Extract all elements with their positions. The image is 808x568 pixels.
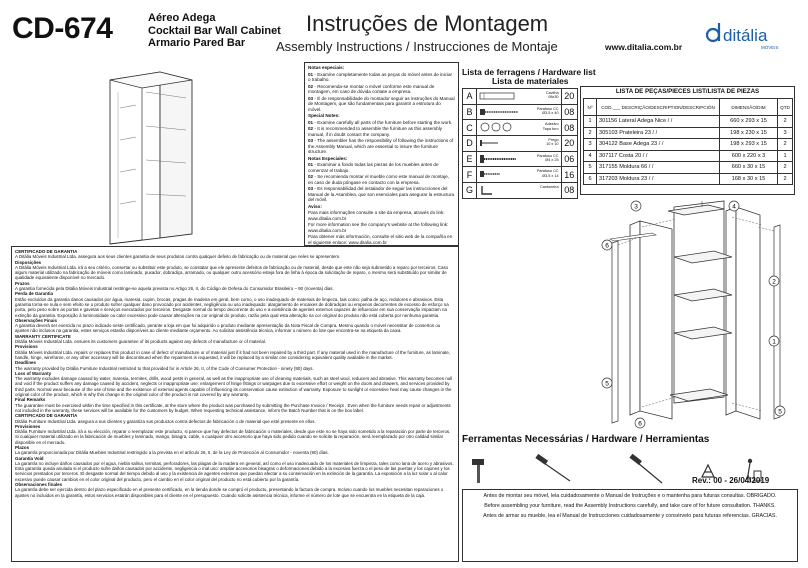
note-heading: 03 xyxy=(308,186,314,191)
callout-1: 1 xyxy=(772,338,776,346)
note-heading: 03 xyxy=(308,95,314,101)
hardware-quantity: 06 xyxy=(561,151,577,167)
hardware-description: Prego 10 x 10 xyxy=(546,138,559,147)
hardware-table xyxy=(462,88,578,199)
piece-description: 301156 Lateral Adega Nice / / xyxy=(597,116,720,128)
callout-2: 2 xyxy=(772,278,776,286)
note-paragraph xyxy=(308,113,455,119)
advice-pt: Antes de montar seu móvel, leia cuidadosamente o Manual de Instruções e o mantenha para futuras consultas. OBRIGADO. xyxy=(483,493,777,499)
note-text: - Recomenda-se montar o móvel conforme este manual de montagem, em caso de dúvida contate a empresa. xyxy=(308,83,435,94)
website-link[interactable]: www.ditalia.com.br xyxy=(605,42,683,52)
warranty-heading: Loss of Warranty xyxy=(15,370,52,376)
note-heading: 02 xyxy=(308,174,314,179)
piece-quantity: 1 xyxy=(778,150,793,162)
piece-number: 1 xyxy=(584,116,597,128)
note-text: - Es responsabilidad del instalador de seguir las instrucciones del Manual de la Asamblea, que son esenciales para asegurar la estructura del móvil. xyxy=(308,186,455,202)
hardware-row xyxy=(463,183,578,199)
note-text: - Examine completamente todas as peças do móvel antes de iniciar o trabalho. xyxy=(308,71,453,82)
hardware-letter: A xyxy=(463,89,477,105)
hardware-part-c-icon xyxy=(478,121,522,133)
note-heading: Aviso: xyxy=(308,203,322,209)
hardware-part-b-icon xyxy=(478,106,522,118)
page-title: Instruções de Montagem xyxy=(306,11,549,36)
piece-row xyxy=(584,150,793,162)
hardware-quantity: 08 xyxy=(561,183,577,199)
warranty-heading: Provisiones xyxy=(15,423,41,429)
warranty-text: The warranty provided by Ditália Furniture Industrial restricted to that provided for in Article 26, II, of the Code of Consumer Protection - ninety (90) days. xyxy=(15,365,314,371)
note-heading: 02 xyxy=(308,83,314,89)
model-number: CD-674 xyxy=(12,12,113,45)
product-name-es: Armario Pared Bar xyxy=(148,37,246,49)
hardware-letter: E xyxy=(463,151,477,167)
warranty-heading: CERTIFICADO DE GARANTÍA xyxy=(15,413,78,419)
hardware-picture-cell xyxy=(477,120,561,136)
advice-es: Antes de armar su mueble, lea el Manual de Instrucciones cuidadosamente y consérvelo para futuras referencias. GRACIAS. xyxy=(483,513,777,520)
note-text: For more information see the company's website at the following link: www.ditalia.com.br xyxy=(308,222,449,233)
warranty-text: A Ditália Móveis Industrial Ltda. assegura aos seus clientes garantia de seus produtos contra qualquer defeito de fabricação ou de material que neles se apresentem. xyxy=(15,254,341,260)
piece-number: 4 xyxy=(584,150,597,162)
piece-row xyxy=(584,116,793,128)
hardware-row xyxy=(463,89,578,105)
read-instructions-advice xyxy=(462,489,798,562)
note-text: - The assembler has the responsibility of following the instructions of the Assembly Manual, which are essential to insure the furniture structure. xyxy=(308,138,454,154)
pieces-header-quantity: QTD xyxy=(778,99,793,116)
hardware-list-heading: Lista de ferragens / Hardware list xyxy=(462,67,596,77)
special-notes-box xyxy=(304,62,459,246)
warranty-text: A Ditália Móveis Industrial Ltda. irá a seu critério, consertar ou substituir este produto, se constatar que ele apresente defeitos de fabricação ou de material, desde que este não seja submetido a reparo por terceiros. Caso algum material utilizado na fabricação de móveis como laminado, puxador, dobradiça, arramado, ou qualquer outro acessório esteja fora de linha à época da solicitação de reparo, o mesmo será substituído por similar de qualidade equivalente disponível no mercado. xyxy=(15,264,449,281)
hardware-picture-cell xyxy=(477,167,561,183)
product-name-pt: Aéreo Adega xyxy=(148,12,216,24)
hardware-list-title xyxy=(462,68,596,86)
note-heading: 01 xyxy=(308,162,314,167)
warranty-text: A garantia fornecida pela Ditália Móveis Industrial restringe-se aquela prevista no Artigo 26, II, do Código de Defesa do Consumidor Brasileiro – 90 (noventa) dias. xyxy=(15,286,334,292)
hardware-letter: F xyxy=(463,167,477,183)
hardware-quantity: 08 xyxy=(561,120,577,136)
warranty-heading: Final Remarks xyxy=(15,397,46,403)
hardware-picture-cell xyxy=(477,151,561,167)
warranty-text: Ditália Furniture Industrial Ltda. irá a su elección, reparar o reemplazar este producto, si parece que hay defectos de fabricación o materiales, desde que este no se haya sido sometido a la reparación por parte de terceros. Si cualquier material utilizado en la fabricación de muebles y laminado, mango, bisagra, cable, o cualquier otro accesorio que haya sido pedido cuando se solicite la reparación, será reemplazado por otro calidad similar disponible en el mercado. xyxy=(15,429,451,445)
pieces-table xyxy=(583,98,793,185)
hardware-quantity: 08 xyxy=(561,104,577,120)
phillips-screwdriver-icon xyxy=(535,454,570,481)
warranty-certificate-box xyxy=(11,246,459,562)
hardware-letter: B xyxy=(463,104,477,120)
warranty-text: The guarantee must be exercised within the time specified in this certificate, at the store where the product was purchased by submitting the Purchase Invoice / Receipt . Even when the furniture needs repair or adjustments not included in the warranty, these services will be available for the customers by budget. When requesting technical assistance, inform the Batch Number that is on the box label. xyxy=(15,402,451,413)
piece-dimension: 198 x 230 x 15 xyxy=(720,127,778,139)
pieces-header-dimension: DIMENSÃO/DIM xyxy=(720,99,778,116)
warranty-heading: Prazos xyxy=(15,280,30,286)
note-paragraph xyxy=(308,126,455,137)
warranty-heading: Perda de Garantia xyxy=(15,291,53,297)
hardware-description: Parafuso CC Ø3,5 x 40 xyxy=(536,106,559,115)
hardware-picture-cell xyxy=(477,89,561,105)
piece-description: 317155 Moldura 66 / / xyxy=(597,162,720,174)
piece-dimension: 660 x 293 x 15 xyxy=(720,116,778,128)
note-text: - Se recomienda montar el mueble como este manual de montaje, en caso de duda póngase en contacto con la empresa. xyxy=(308,174,449,185)
hardware-row xyxy=(463,151,578,167)
note-paragraph xyxy=(308,210,455,221)
warranty-text: The warranty excludes damage caused by water, maresia, termites, drills, wood pests in general, as well as the inappropriate use of cleaning materials, such as steel wool, reducers and abrasive. This warranty becomes null and void if the product suffers any damage caused by accident, neglects or inappropriate use: enlargement of hinge fittings or warpages due to excessive effort or weight on the doors and drawers, and services provided by third parts. Normal wear because of the use of time and the existence of external agents capable of influencing its conservation cause extinction of warranty. Exposure to sunlight or excessive heat may cause changes in the original color of the product, which is why this change in the original color of the product is not covered by any warranty. xyxy=(15,376,453,398)
logo-icon xyxy=(705,13,793,55)
note-paragraph xyxy=(308,222,455,233)
warranty-heading: Garantía Void xyxy=(15,455,44,461)
hardware-picture-cell xyxy=(477,104,561,120)
note-paragraph xyxy=(308,65,455,71)
note-heading: 02 xyxy=(308,126,314,131)
logo-subtext: MÓVEIS xyxy=(761,45,779,50)
piece-row xyxy=(584,139,793,151)
piece-quantity: 2 xyxy=(778,116,793,128)
note-text: - Examinar a fondo todas las piezas de los muebles antes de comenzar el trabajo. xyxy=(308,162,439,173)
piece-dimension: 600 x 220 x 3 xyxy=(720,150,778,162)
logo-text: ditália xyxy=(723,26,768,45)
piece-description: 317203 Moldura 23 / / xyxy=(597,173,720,185)
hardware-description: Cavilha 08x30 xyxy=(545,91,559,100)
note-text: - É de responsabilidade do montador seguir as instruções do Manual de Montagem, que são fundamentais para garantir a estrutura do móvel. xyxy=(308,95,455,112)
hardware-row xyxy=(463,120,578,136)
piece-number: 3 xyxy=(584,139,597,151)
note-text: Para mais informações consulte o site da empresa, através do link: www.ditalia.com.br xyxy=(308,210,445,221)
note-heading: Notas Especiales: xyxy=(308,155,348,161)
warranty-text: Ditália Furniture Industrial Ltda. asegura a sus clientes y garantiza sus productos contra defectos de fabricación o de material que esté presente en ellos. xyxy=(15,418,316,424)
tools-title: Ferramentas Necessárias / Hardware / Herramientas xyxy=(462,434,710,445)
callout-3-top: 3 xyxy=(634,203,638,211)
hardware-row xyxy=(463,104,578,120)
warranty-heading: CERTIFICADO DE GARANTIA xyxy=(15,249,78,254)
hardware-letter: C xyxy=(463,120,477,136)
revision-label: Rev.: 00 - 26/04/2019 xyxy=(692,476,770,485)
exploded-assembly-drawing xyxy=(462,197,798,435)
hardware-picture-cell xyxy=(477,136,561,152)
cabinet-front-drawing xyxy=(100,68,210,248)
callout-6-bottom: 6 xyxy=(638,420,642,428)
callout-5-left: 5 xyxy=(605,380,609,388)
note-heading: 01 xyxy=(308,119,314,125)
hammer-icon xyxy=(472,459,484,483)
warranty-text: A garantia deverá ser exercida no prazo indicado neste certificado, perante a loja em que foi adquirido o produto mediante apresentação da Nota Fiscal de Compra. Mesmo quando o móvel necessitar de consertos ou ajustes não inclusos na garantia, estes serviços estarão disponíveis ao cliente mediante orçamento. Ao solicitar assistência técnica, informar o número do lote que encontra-se na etiqueta da caixa. xyxy=(15,323,441,334)
piece-description: 305103 Prateleira 23 / / xyxy=(597,127,720,139)
warranty-text: La garantía debe ser ejercida dentro del plazo especificado en el presente certificado, en la tienda donde se compró el producto, presentando la factura de compra. Incluso cuando los muebles necesitan reparaciones o ajustes no incluidos en la garantía, estos servicios estarán disponibles para el cliente en el presupuesto. Cuando solicite asistencia técnica, informe el número de lote que se encuentra en la etiqueta de la caja. xyxy=(15,487,444,498)
piece-quantity: 2 xyxy=(778,139,793,151)
hardware-picture-cell xyxy=(477,183,561,199)
piece-number: 2 xyxy=(584,127,597,139)
hardware-quantity: 20 xyxy=(561,89,577,105)
note-paragraph xyxy=(308,72,455,83)
hardware-quantity: 16 xyxy=(561,167,577,183)
piece-dimension: 660 x 30 x 15 xyxy=(720,162,778,174)
piece-row xyxy=(584,127,793,139)
warranty-text: Ditália Móveis Industrial Ltda. ensures its customers guarantee of its products against any defects of manufacture or of material. xyxy=(15,339,267,345)
note-text: - Examine carefully all parts of the furniture before starting the work. xyxy=(313,119,453,125)
warranty-heading: Provisions xyxy=(15,344,38,350)
piece-description: 307117 Costa 20 / / xyxy=(597,150,720,162)
piece-description: 304122 Base Adega 23 / / xyxy=(597,139,720,151)
piece-dimension: 198 x 293 x 15 xyxy=(720,139,778,151)
hardware-part-g-icon xyxy=(478,184,522,196)
hardware-row xyxy=(463,167,578,183)
note-heading: 01 xyxy=(308,71,314,77)
note-text: Para obtener más información, consulte el sitio web de la compañía en el siguiente enlace: www.ditalia.com.br xyxy=(308,234,453,245)
warranty-heading: Disposições xyxy=(15,259,42,265)
warranty-text: La garantía no incluye daños causados por el agua, niebla salina, termitas, perforadores, las plagas de la madera en general, así como el uso inadecuado de los materiales de limpieza, tales como lana de acero y abrasivos. Esta garantía queda anulada si el producto sufre daños causados por accidente, negligencia o mal uso: ampliar accesorios bisagras o deformaciones debido a la excesiva fuerza o el peso de las puertas y los cajones y los servicios prestados por terceros. El desgaste normal del tiempo debido al uso y la existencia de agentes externos que puedan afectar a su conservación en la extinción de la garantía. La exposición a la luz solar o al calor excesivo puede causar cambios en el color original del producto, pero el cambio en el color original del producto no está cubierto por la garantía. xyxy=(15,460,454,482)
hardware-part-f-icon xyxy=(478,168,522,180)
piece-number: 6 xyxy=(584,173,597,185)
callout-5-right: 5 xyxy=(778,408,782,416)
warranty-text: Estão excluídos da garantia danos causados por água, maresia, cupim, brocas, pragas de madeira em geral, bem como, o uso inadequado de materiais de limpeza, tais como: palha de aço, redutores e abrasivos. Esta garantia torna-se nula e sem efeito se o produto sofrer qualquer dano provocado por acidentes, negligência ou uso inadequado: alargamento de encaixes de dobradiças ou empenos decorrentes de excesso de esforço na porta, pelo peso sobre as portas e gavetas e serviços executados por terceiros. Desgaste normal do tempo decorrente do uso e a existência de agentes externos capazes de influenciar em sua conservação impactam na extinção da garantia. Exposição à luminosidade ou calor excessivo pode causar alterações na cor original do produto, razão pela qual esta alteração na cor original do produto não está coberta por nenhuma garantia. xyxy=(15,296,449,318)
piece-number: 5 xyxy=(584,162,597,174)
hardware-list-subheading: Lista de materiales xyxy=(492,76,569,86)
brand-logo xyxy=(705,13,793,55)
note-paragraph xyxy=(308,234,455,245)
piece-row xyxy=(584,162,793,174)
hardware-description: Adesivo Tapa furo xyxy=(542,122,559,131)
hardware-part-a-icon xyxy=(478,90,522,102)
note-paragraph xyxy=(308,186,455,203)
hardware-description: Parafuso CC Ø3,5 x 14 xyxy=(536,169,559,178)
piece-row xyxy=(584,173,793,185)
advice-en: Before assembling your furniture, read the Assembly Instructions carefully, and take care of for future consultation. THANKS. xyxy=(484,503,776,510)
note-paragraph xyxy=(308,96,455,113)
piece-dimension: 168 x 30 x 15 xyxy=(720,173,778,185)
piece-quantity: 2 xyxy=(778,173,793,185)
note-paragraph xyxy=(308,156,455,162)
warranty-text: La garantía proporcionada por Ditália Muebles Industrial restringido a la prevista en el artículo 26, II, de la Ley de Protección al Consumidor - noventa (90) días. xyxy=(15,450,329,456)
warranty-heading: Deadlines xyxy=(15,360,36,366)
note-text: - It is recommended to assemble the furniture as this assembly manual, if in doubt contact the company. xyxy=(308,126,443,137)
warranty-heading: Observações Finais xyxy=(15,317,57,323)
warranty-text: Ditália Móveis Industrial Ltda. repairs or replaces this product in case of defect of manufacture or of material just if it had not been repaired by a third part. If any material used in the manufacture of the furniture, as laminate, handle, hinge, wireframe, or any other accessory will be discontinued when the repairment is requested, it will be replaced by a similar one considering equivalent quality available in the market. xyxy=(15,349,451,360)
hardware-quantity: 20 xyxy=(561,136,577,152)
callout-6-top: 6 xyxy=(605,242,609,250)
product-names xyxy=(148,12,281,50)
note-heading: Special Notes: xyxy=(308,113,340,118)
hardware-letter: G xyxy=(463,183,477,199)
hardware-description: Cantoneira xyxy=(539,185,559,190)
pieces-header-number: Nº xyxy=(584,99,597,116)
hardware-part-e-icon xyxy=(478,153,522,165)
pieces-header-description: COD.___ DESCRIÇÃO/DESCRIPTION/DESCRIPCIÓN xyxy=(597,99,720,116)
piece-quantity: 3 xyxy=(778,127,793,139)
warranty-heading: Observaciones finales xyxy=(15,482,63,488)
product-name-en: Cocktail Bar Wall Cabinet xyxy=(148,24,281,37)
callout-4: 4 xyxy=(732,203,736,211)
note-paragraph xyxy=(308,174,455,185)
warranty-heading: WARRANTY CERTIFICATE xyxy=(15,333,71,339)
page-subtitle: Assembly Instructions / Instrucciones de Montaje xyxy=(276,39,558,54)
pieces-list-title: LISTA DE PEÇAS/PIECES LIST/LISTA DE PIEZAS xyxy=(615,88,760,95)
screwdriver-icon xyxy=(629,454,662,483)
hardware-letter: D xyxy=(463,136,477,152)
note-heading: Notas especiais: xyxy=(308,65,345,70)
note-paragraph xyxy=(308,84,455,95)
piece-quantity: 2 xyxy=(778,162,793,174)
note-paragraph xyxy=(308,162,455,173)
hardware-description: Parafuso CC Ø4 x 25 xyxy=(536,153,559,162)
note-paragraph xyxy=(308,204,455,210)
note-paragraph xyxy=(308,120,455,126)
hardware-part-d-icon xyxy=(478,137,522,149)
note-paragraph xyxy=(308,138,455,155)
warranty-heading: Plazos xyxy=(15,444,30,450)
hardware-row xyxy=(463,136,578,152)
note-heading: 03 xyxy=(308,138,314,143)
